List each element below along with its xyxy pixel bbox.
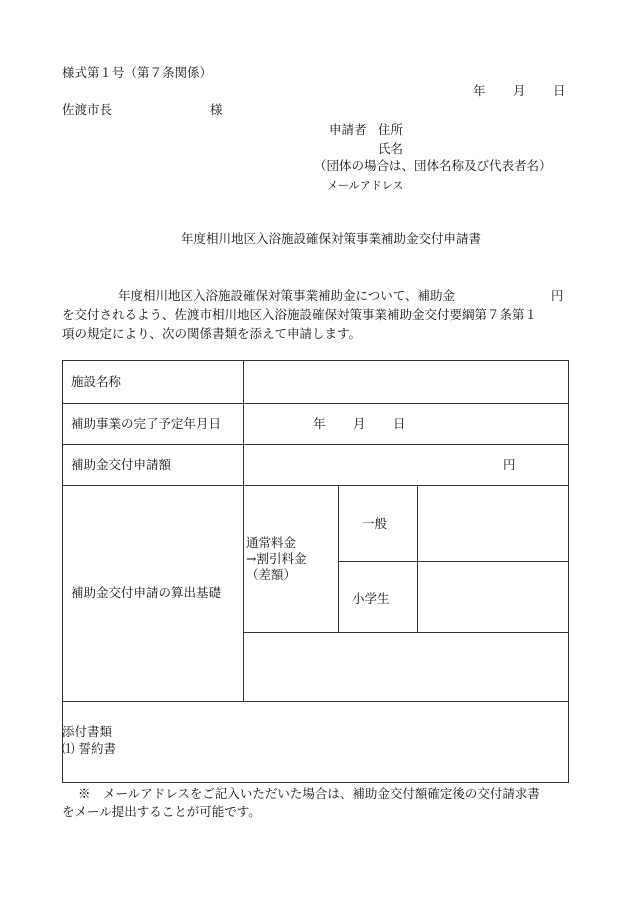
body-line-2: を交付されるよう、佐渡市相川地区入浴施設確保対策事業補助金交付要綱第７条第１ <box>62 307 538 322</box>
fee-line-2: →割引料金 <box>246 551 307 566</box>
general-label: 一般 <box>362 516 388 531</box>
body-line-1: 年度相川地区入浴施設確保対策事業補助金について、補助金 <box>118 288 456 303</box>
completion-date-label: 補助事業の完了予定年月日 <box>71 416 222 431</box>
table-border-left <box>62 360 63 783</box>
amount-yen: 円 <box>503 457 516 472</box>
date-month: 月 <box>513 83 526 98</box>
table-column-rule <box>417 485 418 633</box>
table-rule <box>62 485 569 486</box>
form-number: 様式第１号（第７条関係） <box>62 65 213 80</box>
applicant-label: 申請者 <box>329 122 367 137</box>
table-column-rule <box>338 485 339 633</box>
amount-label: 補助金交付申請額 <box>71 457 172 472</box>
completion-month: 月 <box>353 416 366 431</box>
date-day: 日 <box>553 83 566 98</box>
group-note: （団体の場合は、団体名称及び代表者名） <box>314 158 552 173</box>
attachments-label: 添付書類 <box>62 724 113 739</box>
fee-line-3: （差額） <box>246 567 297 582</box>
basis-label: 補助金交付申請の算出基礎 <box>71 585 222 600</box>
table-border-right <box>568 360 569 783</box>
note-line-1: ※ メールアドレスをご記入いただいた場合は、補助金交付額確定後の交付請求書 <box>78 786 540 801</box>
addressee-honorific: 様 <box>210 102 223 117</box>
applicant-address-label: 住所 <box>378 122 404 137</box>
date-year: 年 <box>473 83 486 98</box>
fee-line-1: 通常料金 <box>246 535 297 550</box>
table-rule <box>243 632 569 633</box>
email-label: メールアドレス <box>327 179 404 192</box>
body-yen: 円 <box>551 288 564 303</box>
table-border-top <box>62 360 569 361</box>
body-line-3: 項の規定により、次の関係書類を添えて申請します。 <box>62 326 362 341</box>
note-line-2: をメール提出することが可能です。 <box>62 804 261 819</box>
table-rule <box>338 561 569 562</box>
facility-name-label: 施設名称 <box>71 374 122 389</box>
table-border-bottom <box>62 782 569 783</box>
applicant-name-label: 氏名 <box>378 141 404 156</box>
addressee: 佐渡市長 <box>62 102 113 117</box>
attachment-item-1: ⑴ 誓約書 <box>62 741 116 756</box>
completion-day: 日 <box>393 416 406 431</box>
document-title: 年度相川地区入浴施設確保対策事業補助金交付申請書 <box>181 231 482 246</box>
table-rule <box>62 701 569 702</box>
completion-year: 年 <box>313 416 326 431</box>
table-column-rule <box>243 360 244 702</box>
elementary-label: 小学生 <box>352 591 390 606</box>
table-rule <box>62 403 569 404</box>
table-rule <box>62 444 569 445</box>
